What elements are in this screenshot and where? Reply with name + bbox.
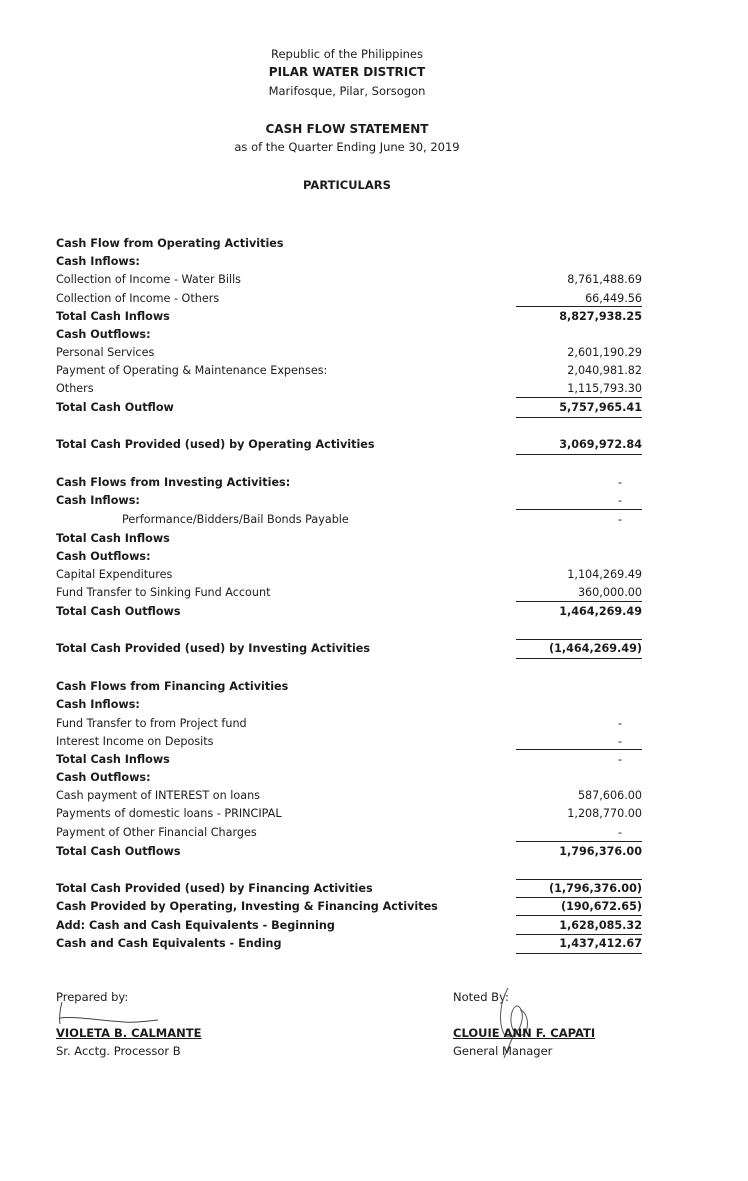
underline xyxy=(516,306,642,307)
statement-row: Payment of Other Financial Charges - xyxy=(56,826,622,839)
org-address: Marifosque, Pilar, Sorsogon xyxy=(268,84,426,98)
statement-row: Cash payment of INTEREST on loans 587,606.00 xyxy=(56,789,642,802)
prepared-by-name: VIOLETA B. CALMANTE xyxy=(56,1026,202,1040)
statement-row: Cash Flow from Operating Activities xyxy=(56,237,284,250)
underline xyxy=(516,953,642,954)
noted-by-title: General Manager xyxy=(453,1044,553,1058)
statement-row: Cash Outflows: xyxy=(56,328,151,341)
underline xyxy=(516,601,642,602)
statement-title: CASH FLOW STATEMENT xyxy=(265,122,429,136)
statement-row: Cash Outflows: xyxy=(56,771,151,784)
statement-row: Total Cash Provided (used) by Operating Activities 3,069,972.84 xyxy=(56,438,642,451)
noted-by-label: Noted By: xyxy=(453,990,509,1004)
underline xyxy=(516,397,642,398)
statement-row: Total Cash Inflows xyxy=(56,532,170,545)
statement-row: Total Cash Provided (used) by Investing Activities (1,464,269.49) xyxy=(56,642,642,655)
statement-row: Cash Outflows: xyxy=(56,550,151,563)
statement-row: Total Cash Outflows 1,464,269.49 xyxy=(56,605,642,618)
column-heading: PARTICULARS xyxy=(303,178,391,192)
statement-row: Payment of Operating & Maintenance Expenses: 2,040,981.82 xyxy=(56,364,642,377)
statement-row: Collection of Income - Water Bills 8,761,488.69 xyxy=(56,273,642,286)
underline xyxy=(516,841,642,842)
statement-row: Total Cash Inflows 8,827,938.25 xyxy=(56,310,642,323)
statement-row: Interest Income on Deposits - xyxy=(56,735,622,748)
statement-row: Others 1,115,793.30 xyxy=(56,382,642,395)
underline xyxy=(516,454,642,455)
prepared-by-title: Sr. Acctg. Processor B xyxy=(56,1044,181,1058)
statement-row: Capital Expenditures 1,104,269.49 xyxy=(56,568,642,581)
underline xyxy=(516,509,642,510)
underline xyxy=(516,417,642,418)
statement-row: Performance/Bidders/Bail Bonds Payable - xyxy=(122,513,622,526)
statement-row: Cash Flows from Financing Activities xyxy=(56,680,289,693)
org-name: PILAR WATER DISTRICT xyxy=(268,65,426,79)
prepared-signature-scribble xyxy=(54,1000,164,1028)
statement-row: Total Cash Provided (used) by Financing Activities (1,796,376.00) xyxy=(56,882,642,895)
statement-row: Total Cash Outflows 1,796,376.00 xyxy=(56,845,642,858)
statement-row: Total Cash Outflow 5,757,965.41 xyxy=(56,401,642,414)
statement-row: Cash Inflows: xyxy=(56,698,140,711)
statement-row: Cash Flows from Investing Activities: - xyxy=(56,476,622,489)
statement-row: Cash Inflows: - xyxy=(56,494,622,507)
statement-row: Collection of Income - Others 66,449.56 xyxy=(56,292,642,305)
statement-row: Total Cash Inflows - xyxy=(56,753,622,766)
statement-row: Payments of domestic loans - PRINCIPAL 1,208,770.00 xyxy=(56,807,642,820)
underline xyxy=(516,749,642,750)
noted-by-name: CLOUIE ANN F. CAPATI xyxy=(453,1026,596,1040)
country-line: Republic of the Philippines xyxy=(270,47,424,61)
statement-row: Cash Inflows: xyxy=(56,255,140,268)
statement-row: Fund Transfer to Sinking Fund Account 360,000.00 xyxy=(56,586,642,599)
statement-row: Fund Transfer to from Project fund - xyxy=(56,717,622,730)
prepared-by-label: Prepared by: xyxy=(56,990,129,1004)
statement-row: Personal Services 2,601,190.29 xyxy=(56,346,642,359)
statement-row: Cash and Cash Equivalents - Ending 1,437,412.67 xyxy=(56,937,642,950)
statement-period: as of the Quarter Ending June 30, 2019 xyxy=(234,140,460,154)
statement-row: Cash Provided by Operating, Investing & Financing Activites (190,672.65) xyxy=(56,900,642,913)
statement-row: Add: Cash and Cash Equivalents - Beginning 1,628,085.32 xyxy=(56,919,642,932)
underline xyxy=(516,915,642,916)
underline xyxy=(516,658,642,659)
